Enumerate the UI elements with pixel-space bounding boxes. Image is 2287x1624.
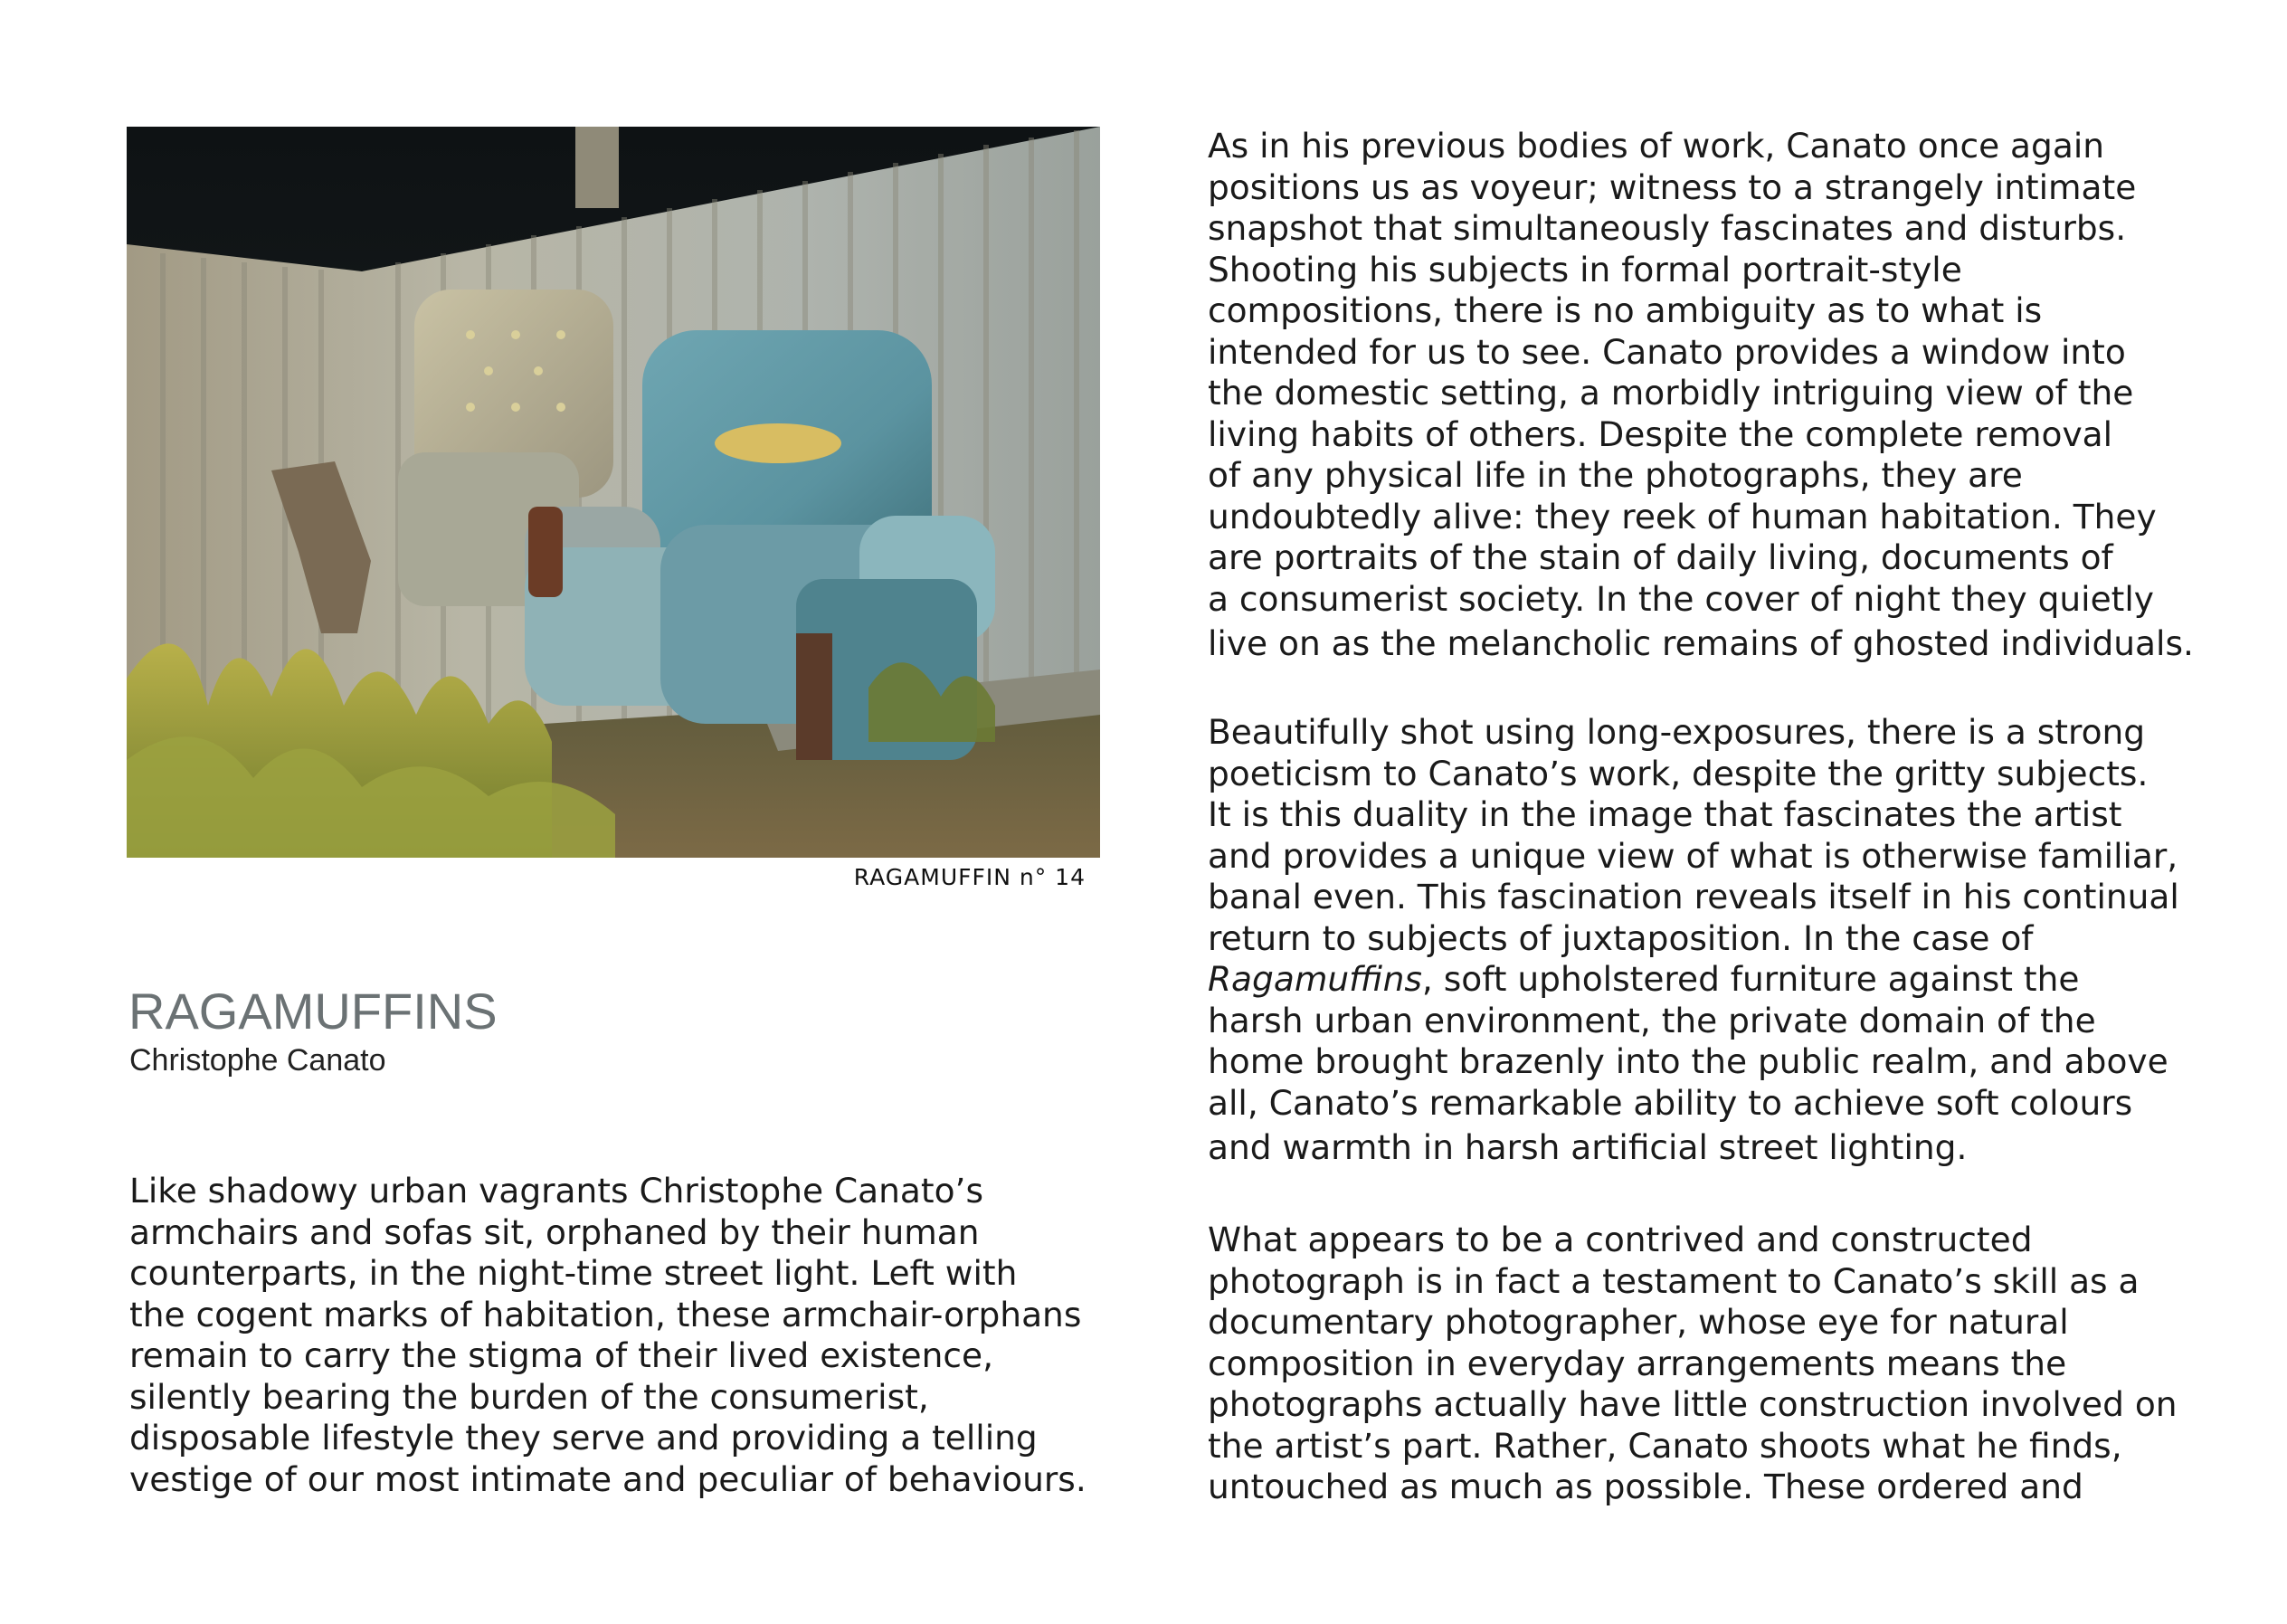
text-line: vestige of our most intimate and peculiar of behaviours.: [129, 1458, 1087, 1499]
text-line: snapshot that simultaneously fascinates and disturbs.: [1208, 208, 2127, 248]
photo-caption: RAGAMUFFIN n° 14: [853, 864, 1086, 890]
text-line: the domestic setting, a morbidly intriguing view of the: [1208, 373, 2134, 413]
text-line: remain to carry the stigma of their lived existence,: [129, 1335, 993, 1375]
text-line: and warmth in harsh artificial street lighting.: [1208, 1127, 1968, 1167]
text-line: compositions, there is no ambiguity as to what is: [1208, 290, 2043, 330]
text-line-mixed: [1208, 959, 2179, 1001]
text-line: It is this duality in the image that fascinates the artist: [1208, 794, 2122, 834]
text-line: disposable lifestyle they serve and providing a telling: [129, 1418, 1038, 1458]
text-line: home brought brazenly into the public realm, and above: [1208, 1041, 2168, 1081]
essay-paragraph-2: [1208, 712, 2179, 1169]
text-line: living habits of others. Despite the complete removal: [1208, 413, 2113, 454]
text-line: of any physical life in the photographs, they are: [1208, 455, 2023, 495]
article-title: RAGAMUFFINS: [128, 983, 498, 1040]
text-line: counterparts, in the night-time street light. Left with: [129, 1253, 1018, 1293]
text-line: untouched as much as possible. These ordered and: [1208, 1467, 2083, 1506]
text-fragment: , soft upholstered furniture against the: [1421, 959, 2080, 999]
text-line: live on as the melancholic remains of ghosted individuals.: [1208, 623, 2194, 663]
text-line: documentary photographer, whose eye for natural: [1208, 1302, 2069, 1342]
text-line: all, Canato’s remarkable ability to achieve soft colours: [1208, 1082, 2133, 1123]
text-line: intended for us to see. Canato provides a window into: [1208, 331, 2126, 372]
text-line: the artist’s part. Rather, Canato shoots what he finds,: [1208, 1425, 2122, 1466]
author-name: Christophe Canato: [129, 1043, 386, 1078]
text-line: Like shadowy urban vagrants Christophe Canato’s: [129, 1171, 984, 1211]
text-line: Beautifully shot using long-exposures, there is a strong: [1208, 712, 2146, 752]
essay-paragraph-3: [1208, 1220, 2178, 1508]
text-line: and provides a unique view of what is otherwise familiar,: [1208, 835, 2178, 876]
text-line: photographs actually have little construction involved on: [1208, 1384, 2178, 1424]
text-line: undoubtedly alive: they reek of human habitation. They: [1208, 496, 2157, 537]
text-line: a consumerist society. In the cover of night they quietly: [1208, 578, 2154, 619]
text-line: harsh urban environment, the private domain of the: [1208, 1000, 2096, 1040]
text-line: silently bearing the burden of the consumerist,: [129, 1376, 929, 1417]
text-line: poeticism to Canato’s work, despite the gritty subjects.: [1208, 753, 2149, 793]
intro-paragraph: [129, 1171, 1087, 1500]
text-line: positions us as voyeur; witness to a strangely intimate: [1208, 166, 2137, 207]
text-line: What appears to be a contrived and constructed: [1208, 1220, 2033, 1259]
essay-paragraph-1: [1208, 126, 2194, 665]
text-line: banal even. This fascination reveals itself in his continual: [1208, 877, 2179, 916]
text-line: armchairs and sofas sit, orphaned by their human: [129, 1211, 980, 1252]
text-line: composition in everyday arrangements means the: [1208, 1343, 2067, 1383]
italic-title: Ragamuffins: [1208, 959, 1422, 999]
text-line: are portraits of the stain of daily living, documents of: [1208, 537, 2113, 577]
armchair-photograph: [127, 127, 1100, 858]
text-line: photograph is in fact a testament to Canato’s skill as a: [1208, 1260, 2140, 1301]
text-line: Shooting his subjects in formal portrait-style: [1208, 249, 1962, 290]
text-line: return to subjects of juxtaposition. In the case of: [1208, 917, 2034, 958]
text-line: the cogent marks of habitation, these armchair-orphans: [129, 1294, 1082, 1334]
text-line: As in his previous bodies of work, Canato once again: [1208, 126, 2105, 166]
